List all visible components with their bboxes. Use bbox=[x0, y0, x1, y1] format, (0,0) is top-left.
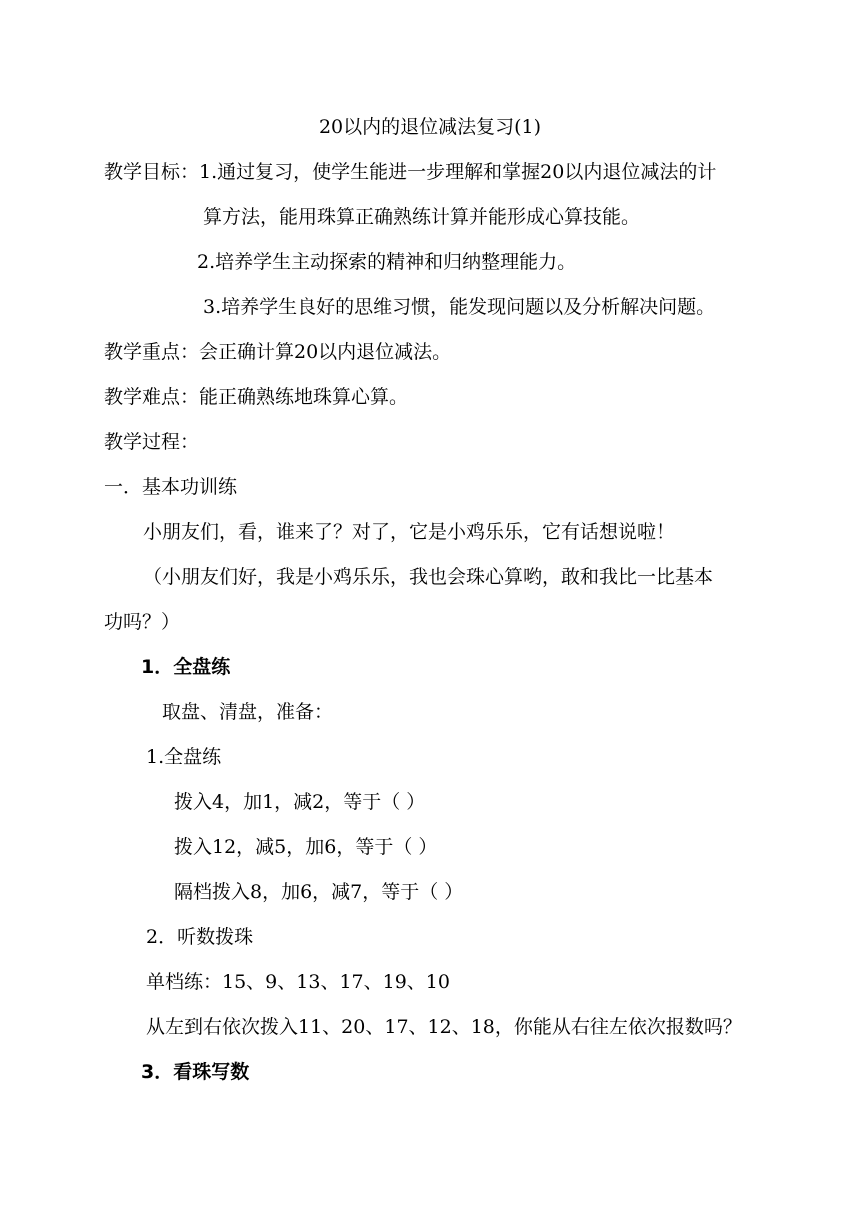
single-rod-practice: 单档练：15、9、13、17、19、10 bbox=[146, 971, 450, 993]
intro-paragraph: 小朋友们，看，谁来了？对了，它是小鸡乐乐，它有话想说啦！ bbox=[143, 521, 676, 543]
page-title: 20以内的退位减法复习(1) bbox=[318, 116, 542, 138]
preparation-text: 取盘、清盘，准备： bbox=[162, 701, 334, 723]
exercise-2: 拨入12，减5，加6，等于（ ） bbox=[174, 836, 438, 858]
objective-1-part-1: 1.通过复习，使学生能进一步理解和掌握20以内退位减法的计 bbox=[199, 161, 717, 183]
left-to-right-practice: 从左到右依次拨入11、20、17、12、18，你能从右往左依次报数吗？ bbox=[146, 1016, 742, 1038]
difficulty: 教学难点：能正确熟练地珠算心算。 bbox=[104, 386, 409, 408]
key-point: 教学重点：会正确计算20以内退位减法。 bbox=[104, 341, 452, 363]
heading-full-board-practice: 1．全盘练 bbox=[141, 656, 231, 678]
subheading-listen-and-move: 2．听数拨珠 bbox=[146, 926, 254, 948]
objective-1-part-2: 算方法，能用珠算正确熟练计算并能形成心算技能。 bbox=[203, 206, 641, 228]
section-1-heading: 一．基本功训练 bbox=[104, 476, 238, 498]
exercise-1: 拨入4，加1，减2，等于（ ） bbox=[174, 791, 426, 813]
objective-2: 2.培养学生主动探索的精神和归纳整理能力。 bbox=[197, 251, 577, 273]
objectives-label: 教学目标： bbox=[104, 161, 200, 183]
objectives-line-1 bbox=[104, 159, 716, 185]
heading-read-beads: 3．看珠写数 bbox=[141, 1061, 250, 1083]
dialogue-paragraph-line-2: 功吗？） bbox=[104, 611, 181, 633]
objective-3: 3.培养学生良好的思维习惯，能发现问题以及分析解决问题。 bbox=[203, 296, 716, 318]
exercise-3: 隔档拨入8，加6，减7，等于（ ） bbox=[174, 881, 464, 903]
subheading-full-board: 1.全盘练 bbox=[146, 746, 222, 768]
process-label: 教学过程： bbox=[104, 431, 200, 453]
dialogue-paragraph-line-1: （小朋友们好，我是小鸡乐乐，我也会珠心算哟，敢和我比一比基本 bbox=[143, 566, 714, 588]
